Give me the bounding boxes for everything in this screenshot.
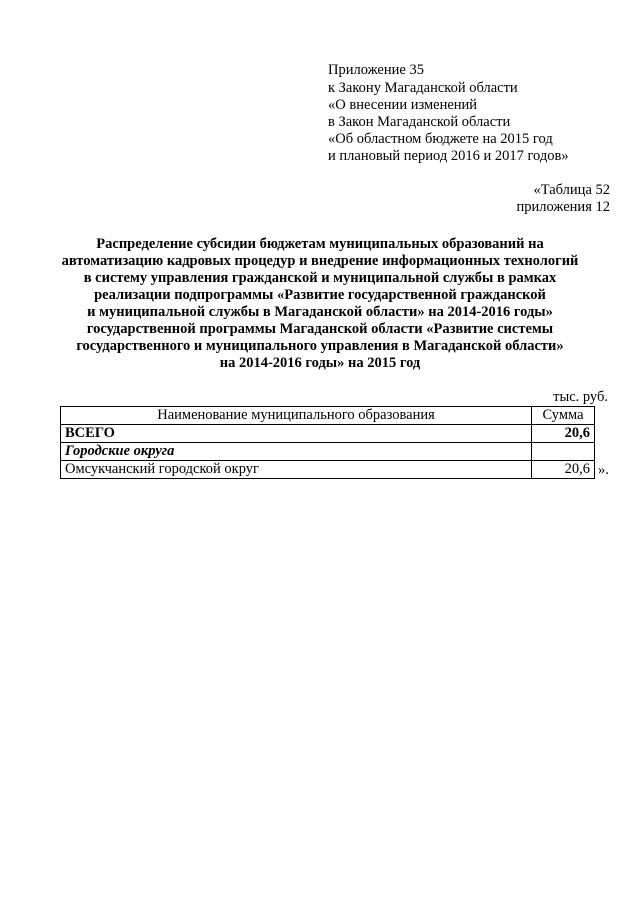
document-title-line-1: Распределение субсидии бюджетам муниципальных образований на (96, 236, 544, 252)
document-title-line-5: и муниципальной службы в Магаданской области» на 2014-2016 годы» (87, 304, 553, 320)
header-amount: Сумма (532, 407, 595, 425)
document-title-line-7: государственного и муниципального управления в Магаданской области» (76, 338, 564, 354)
annex-line-6: и плановый период 2016 и 2017 годов» (328, 148, 569, 164)
document-title-line-2: автоматизацию кадровых процедур и внедрение информационных технологий (61, 253, 579, 269)
header-name: Наименование муниципального образования (61, 407, 532, 425)
annex-line-2: к Закону Магаданской области (328, 80, 518, 96)
table-header-row (61, 407, 595, 425)
document-title-line-3: в систему управления гражданской и муниципальной службы в рамках (83, 270, 557, 286)
row-name: Омсукчанский городской округ (61, 461, 532, 479)
document-title-line-4: реализации подпрограммы «Развитие государственной гражданской (94, 287, 546, 303)
units-label: тыс. руб. (553, 389, 608, 405)
row-name: Городские округа (61, 443, 532, 461)
table-row (61, 461, 595, 479)
row-amount: 20,6 (532, 461, 595, 479)
annex-line-5: «Об областном бюджете на 2015 год (328, 131, 553, 147)
row-name: ВСЕГО (61, 425, 532, 443)
document-title-line-6: государственной программы Магаданской области «Развитие системы (86, 321, 554, 337)
document-title-line-8: на 2014-2016 годы» на 2015 год (219, 355, 421, 371)
annex-line-1: Приложение 35 (328, 62, 424, 78)
row-amount (532, 443, 595, 461)
table-ref-line-1: «Таблица 52 (533, 182, 610, 198)
annex-line-4: в Закон Магаданской области (328, 114, 511, 130)
row-amount: 20,6 (532, 425, 595, 443)
subsidy-table (60, 406, 595, 479)
closing-mark: ». (598, 462, 609, 478)
table-row-total (61, 425, 595, 443)
table-ref-line-2: приложения 12 (516, 199, 610, 215)
annex-line-3: «О внесении изменений (328, 97, 478, 113)
table-row-group (61, 443, 595, 461)
